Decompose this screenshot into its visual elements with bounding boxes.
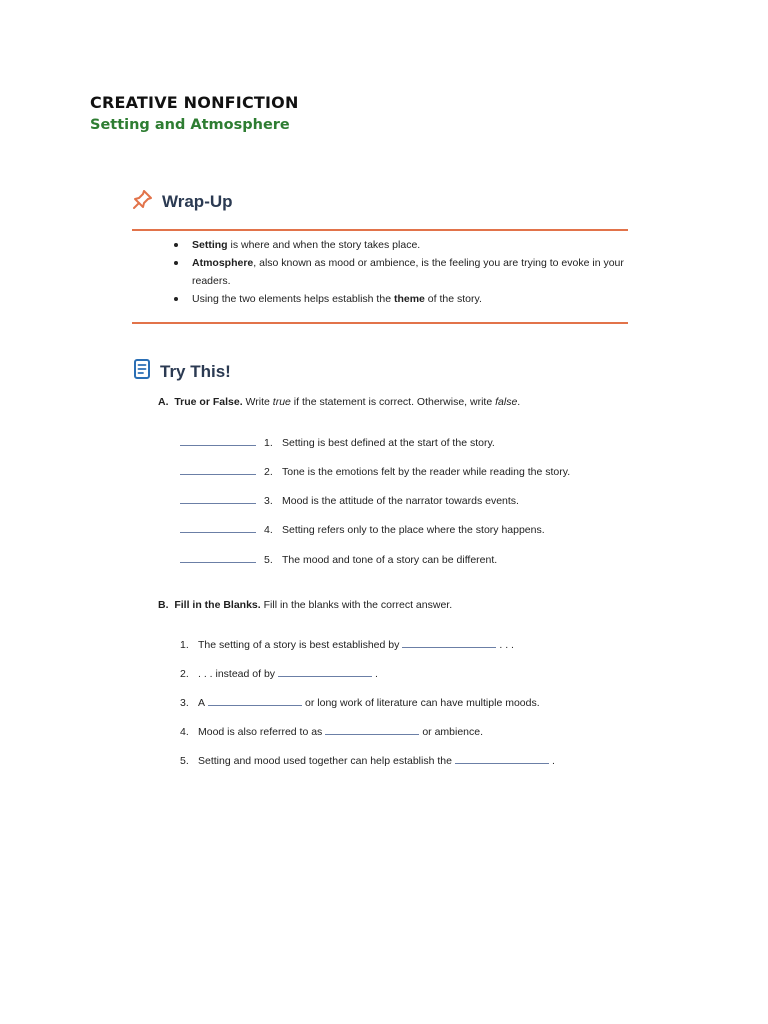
fill-blank[interactable] — [208, 704, 302, 706]
tf-item-4: 4. Setting refers only to the place where the story happens. — [180, 524, 545, 536]
fb-item-5: 5. Setting and mood used together can help establish the . — [180, 755, 555, 767]
wrapup-heading-label: Wrap-Up — [162, 191, 233, 211]
fb-item-1: 1. The setting of a story is best established by . . . — [180, 639, 514, 651]
fill-blank[interactable] — [278, 675, 372, 677]
answer-blank[interactable] — [180, 444, 256, 446]
notepad-icon — [132, 358, 152, 385]
divider-bottom — [132, 322, 628, 324]
fill-blank[interactable] — [402, 646, 496, 648]
divider-top — [132, 229, 628, 231]
part-b-instruction: B. Fill in the Blanks. Fill in the blanks with the correct answer. — [158, 599, 453, 611]
answer-blank[interactable] — [180, 502, 256, 504]
trythis-heading — [132, 358, 231, 385]
wrapup-bullets — [170, 236, 630, 308]
part-a-instruction: A. True or False. Write true if the statement is correct. Otherwise, write false. — [158, 396, 521, 408]
answer-blank[interactable] — [180, 561, 256, 563]
tf-item-1: 1. Setting is best defined at the start of the story. — [180, 437, 495, 449]
trythis-heading-label: Try This! — [160, 361, 231, 381]
document-subtitle: Setting and Atmosphere — [90, 117, 290, 133]
bullet-atmosphere: Atmosphere, also known as mood or ambience, is the feeling you are trying to evoke in your readers. — [170, 254, 630, 290]
answer-blank[interactable] — [180, 531, 256, 533]
document-title: CREATIVE NONFICTION — [90, 93, 299, 112]
fb-item-2: 2. . . . instead of by . — [180, 668, 378, 680]
wrapup-heading — [132, 188, 233, 215]
tf-item-3: 3. Mood is the attitude of the narrator towards events. — [180, 495, 519, 507]
fb-item-4: 4. Mood is also referred to as or ambience. — [180, 726, 484, 738]
fb-item-3: 3. A or long work of literature can have multiple moods. — [180, 697, 540, 709]
fill-blank[interactable] — [325, 733, 419, 735]
bullet-theme: Using the two elements helps establish the theme of the story. — [170, 290, 630, 308]
fill-blank[interactable] — [455, 762, 549, 764]
tf-item-5: 5. The mood and tone of a story can be different. — [180, 554, 497, 566]
pushpin-icon — [132, 188, 154, 215]
tf-item-2: 2. Tone is the emotions felt by the reader while reading the story. — [180, 466, 570, 478]
answer-blank[interactable] — [180, 473, 256, 475]
bullet-setting: Setting is where and when the story takes place. — [170, 236, 630, 254]
